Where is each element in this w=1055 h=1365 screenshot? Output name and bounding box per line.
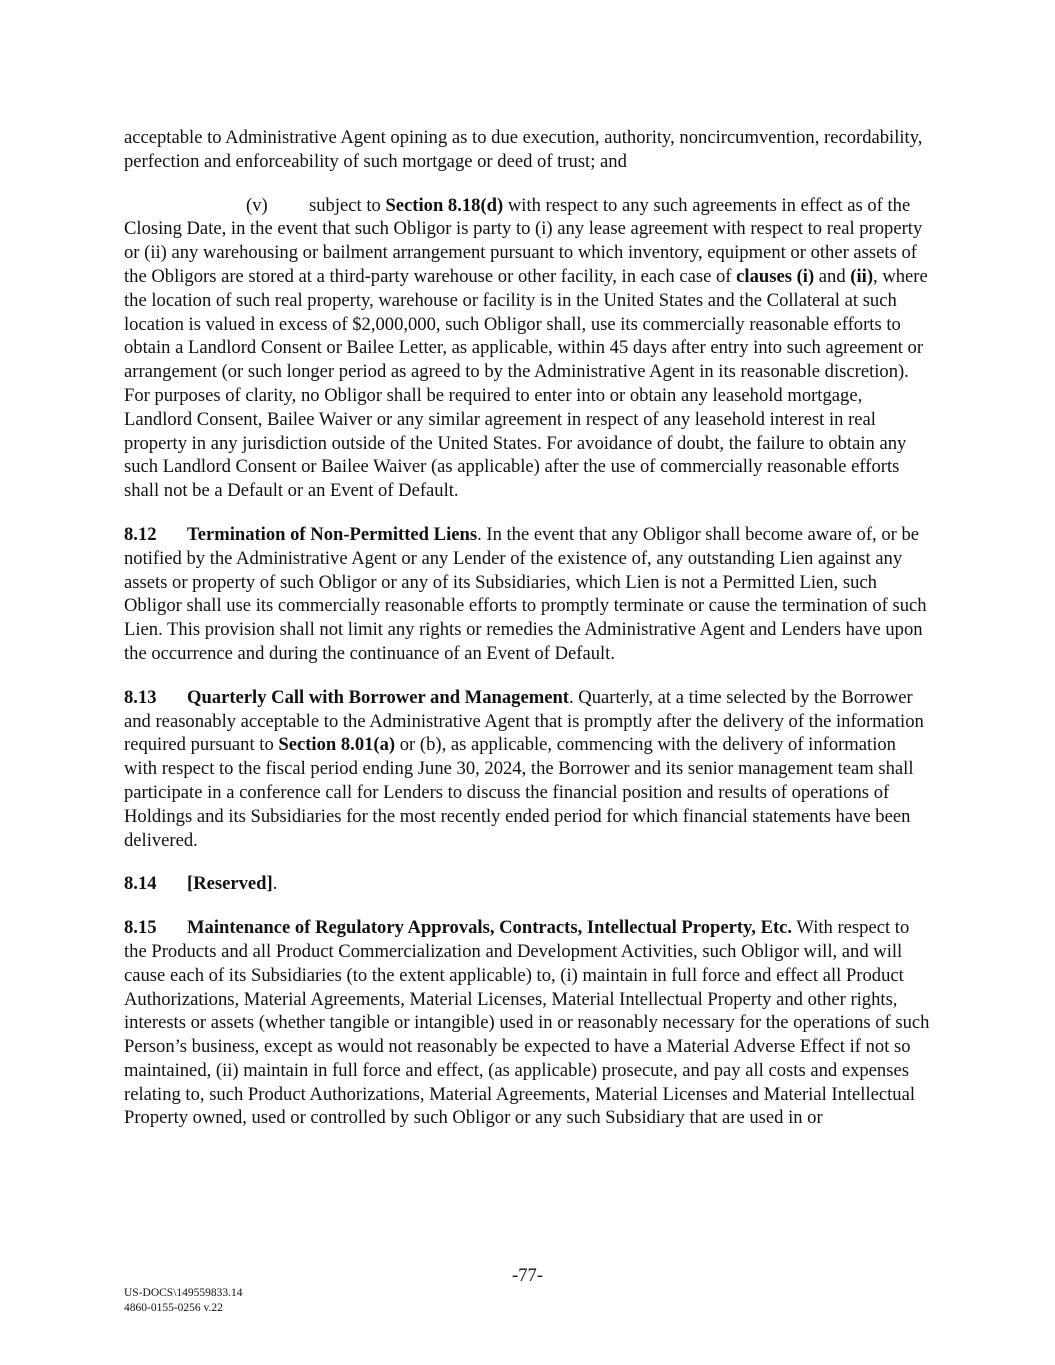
document-page xyxy=(124,126,932,1150)
document-footer xyxy=(124,1286,243,1315)
section-8-12-number: 8.12 xyxy=(124,523,157,545)
section-8-15 xyxy=(124,916,932,1130)
section-8-15-number: 8.15 xyxy=(124,917,157,939)
section-8-12 xyxy=(124,523,932,666)
section-8-13-text-1: . Quarterly, at a time selected by the Borrower and reasonably acceptable to the Administrative Agent that is promptly after the delivery of the information required pursuant to xyxy=(124,686,924,756)
page-number: -77- xyxy=(512,1265,543,1286)
section-8-15-text: With respect to the Products and all Product Commercialization and Development Activities, such Obligor will, and will cause each of its Subsidiaries (to the extent applicable) to, (i) maintain in full force and effect all Product Authorizations, Material Agreements, Material Licenses, Material Intellectual Property and other rights, interests or assets (whether tangible or intangible) used in or reasonably necessary for the operations of such Person’s business, except as would not reasonably be expected to have a Material Adverse Effect if not so maintained, (ii) maintain in full force and effect, (as applicable) prosecute, and pay all costs and expenses relating to, such Product Authorizations, Material Agreements, Material Licenses and Material Intellectual Property owned, used or controlled by such Obligor or any such Subsidiary that are used in or xyxy=(124,917,930,1129)
section-8-13 xyxy=(124,686,932,853)
paragraph-continuation xyxy=(124,126,932,174)
section-8-13-title: Quarterly Call with Borrower and Management xyxy=(187,686,569,708)
section-8-14 xyxy=(124,872,932,896)
paragraph-continuation-text: acceptable to Administrative Agent opining as to due execution, authority, noncircumvention, recordability, perfection and enforceability of such mortgage or deed of trust; and xyxy=(124,127,923,172)
section-8-13-ref: Section 8.01(a) xyxy=(278,734,396,756)
clause-v-ref-ii: (ii) xyxy=(850,265,874,287)
footer-doc-id-1: US-DOCS\149559833.14 xyxy=(124,1287,243,1299)
section-8-14-title: [Reserved] xyxy=(187,873,273,895)
clause-v-text-3: and xyxy=(814,265,851,287)
section-8-14-number: 8.14 xyxy=(124,873,157,895)
section-8-13-text-2: or (b), as applicable, commencing with the delivery of information with respect to the fiscal period ending June 30, 2024, the Borrower and its senior management team shall participate in a conference call for Lenders to discuss the financial position and results of operations of Holdings and its Subsidiaries for the most recently ended period for which financial statements have been delivered. xyxy=(124,734,914,851)
clause-v-text-4: , where the location of such real property, warehouse or facility is in the United States and the Collateral at such location is valued in excess of $2,000,000, such Obligor shall, use its commercially reasonable efforts to obtain a Landlord Consent or Bailee Letter, as applicable, within 45 days after entry into such agreement or arrangement (or such longer period as agreed to by the Administrative Agent in its reasonable discretion). For purposes of clarity, no Obligor shall be required to enter into or obtain any leasehold mortgage, Landlord Consent, Bailee Waiver or any similar agreement in respect of any leasehold interest in real property in any jurisdiction outside of the United States. For avoidance of doubt, the failure to obtain any such Landlord Consent or Bailee Waiver (as applicable) after the use of commercially reasonable efforts shall not be a Default or an Event of Default. xyxy=(124,265,928,502)
section-8-13-number: 8.13 xyxy=(124,686,157,708)
footer-doc-id-2: 4860-0155-0256 v.22 xyxy=(124,1301,223,1314)
clause-v-ref-section: Section 8.18(d) xyxy=(385,194,504,216)
clause-v-text-2: with respect to any such agreements in effect as of the Closing Date, in the event that such Obligor is party to (i) any lease agreement with respect to real property or (ii) any warehousing or bailment arrangement pursuant to which inventory, equipment or other assets of the Obligors are stored at a third-party warehouse or other facility, in each case of xyxy=(124,194,923,287)
section-8-15-title: Maintenance of Regulatory Approvals, Contracts, Intellectual Property, Etc. xyxy=(187,917,793,939)
clause-v xyxy=(124,194,932,503)
clause-v-ref-i: clauses (i) xyxy=(736,265,815,287)
section-8-14-text: . xyxy=(272,873,278,895)
section-8-12-text: . In the event that any Obligor shall become aware of, or be notified by the Administrative Agent or any Lender of the existence of, any outstanding Lien against any assets or property of such Obligor or any of its Subsidiaries, which Lien is not a Permitted Lien, such Obligor shall use its commercially reasonable efforts to promptly terminate or cause the termination of such Lien. This provision shall not limit any rights or remedies the Administrative Agent and Lenders have upon the occurrence and during the continuance of an Event of Default. xyxy=(124,523,927,664)
section-8-12-title: Termination of Non-Permitted Liens xyxy=(187,523,478,545)
clause-v-marker: (v) xyxy=(246,194,268,216)
clause-v-text-1: subject to xyxy=(309,194,386,216)
